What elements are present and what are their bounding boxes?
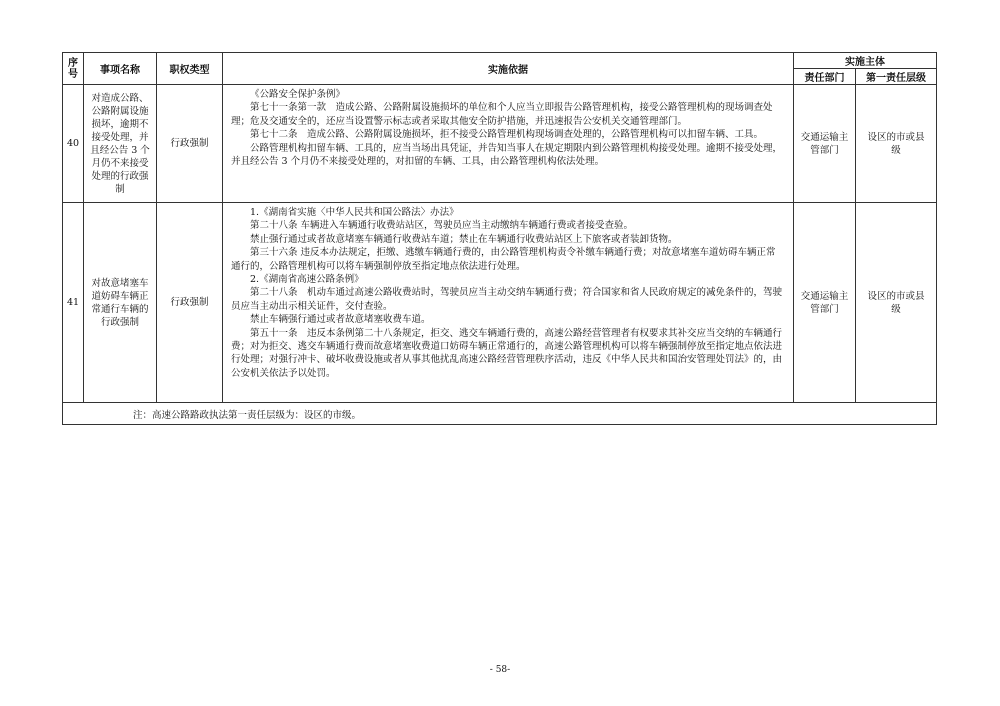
row-basis bbox=[223, 203, 794, 403]
row-seq: 40 bbox=[63, 85, 84, 203]
header-subject: 实施主体 bbox=[794, 53, 937, 69]
table-row bbox=[63, 85, 937, 203]
table-note-row bbox=[63, 403, 937, 425]
row-responsible-dept: 交通运输主管部门 bbox=[794, 203, 856, 403]
basis-line: 第二十八条 车辆进入车辆通行收费站站区，驾驶员应当主动缴纳车辆通行费或者接受查验。 bbox=[250, 220, 634, 232]
row-item-name: 对故意堵塞车道妨碍车辆正常通行车辆的行政强制 bbox=[84, 203, 157, 403]
basis-line: 禁止强行通过或者故意堵塞车辆通行收费站车道；禁止在车辆通行收费站站区上下旅客或者装卸货物。 bbox=[250, 233, 678, 245]
basis-line: 1.《湖南省实施〈中华人民共和国公路法〉办法》 bbox=[250, 207, 459, 218]
basis-line: 第二十八条 机动车通过高速公路收费站时，驾驶员应当主动交纳车辆通行费；符合国家和省人民政府规定的减免条件的，驾驶员应当主动出示相关证件，交付查验。 bbox=[231, 287, 783, 312]
table-note: 注：高速公路路政执法第一责任层级为：设区的市级。 bbox=[63, 403, 937, 425]
table-row bbox=[63, 203, 937, 403]
header-item-name: 事项名称 bbox=[84, 53, 157, 85]
row-first-level: 设区的市或县级 bbox=[856, 203, 937, 403]
basis-line: 第七十一条第一款 造成公路、公路附属设施损坏的单位和个人应当立即报告公路管理机构，接受公路管理机构的现场调查处理；危及交通安全的，还应当设置警示标志或者采取其他安全防护措施，并迅速报告公安机关交通管理部门。 bbox=[231, 102, 773, 127]
header-seq: 序号 bbox=[63, 53, 84, 85]
basis-line: 第七十二条 造成公路、公路附属设施损坏，拒不接受公路管理机构现场调查处理的，公路管理机构可以扣留车辆、工具。 bbox=[250, 129, 764, 141]
basis-line: 第三十六条 违反本办法规定，拒缴、逃缴车辆通行费的，由公路管理机构责令补缴车辆通行费；对故意堵塞车道妨碍车辆正常通行的，公路管理机构可以将车辆强制停放至指定地点依法进行处理。 bbox=[231, 247, 776, 272]
row-basis bbox=[223, 85, 794, 203]
basis-line: 2.《湖南省高速公路条例》 bbox=[250, 274, 364, 286]
header-first-level: 第一责任层级 bbox=[856, 69, 937, 85]
basis-line: 禁止车辆强行通过或者故意堵塞收费车道。 bbox=[250, 314, 431, 326]
page-number: - 58- bbox=[489, 665, 511, 675]
row-power-type: 行政强制 bbox=[157, 203, 223, 403]
enforcement-table bbox=[62, 52, 937, 425]
row-item-name: 对造成公路、公路附属设施损坏，逾期不接受处理，并且经公告 3 个月仍不来接受处理的行政强制 bbox=[84, 85, 157, 203]
basis-line: 《公路安全保护条例》 bbox=[250, 89, 346, 100]
header-power-type: 职权类型 bbox=[157, 53, 223, 85]
header-basis: 实施依据 bbox=[223, 53, 794, 85]
row-responsible-dept: 交通运输主管部门 bbox=[794, 85, 856, 203]
row-power-type: 行政强制 bbox=[157, 85, 223, 203]
header-responsible-dept: 责任部门 bbox=[794, 69, 856, 85]
basis-line: 公路管理机构扣留车辆、工具的，应当当场出具凭证，并告知当事人在规定期限内到公路管理机构接受处理。逾期不接受处理，并且经公告 3 个月仍不来接受处理的，对扣留的车辆、工具，由公路管理机构依法处理。 bbox=[231, 142, 783, 168]
row-first-level: 设区的市或县级 bbox=[856, 85, 937, 203]
basis-line: 第五十一条 违反本条例第二十八条规定，拒交、逃交车辆通行费的，高速公路经营管理者有权要求其补交应当交纳的车辆通行费；对为拒交、逃交车辆通行费而故意堵塞收费道口妨碍车辆正常通行的，高速公路管理机构可以将车辆强制停放至指定地点依法进行处理；对强行冲卡、破坏收费设施或者从事其他扰乱高速公路经营管理秩序活动，违反《中华人民共和国治安管理处罚法》的，由公安机关依法予以处罚。 bbox=[231, 327, 783, 379]
row-seq: 41 bbox=[63, 203, 84, 403]
